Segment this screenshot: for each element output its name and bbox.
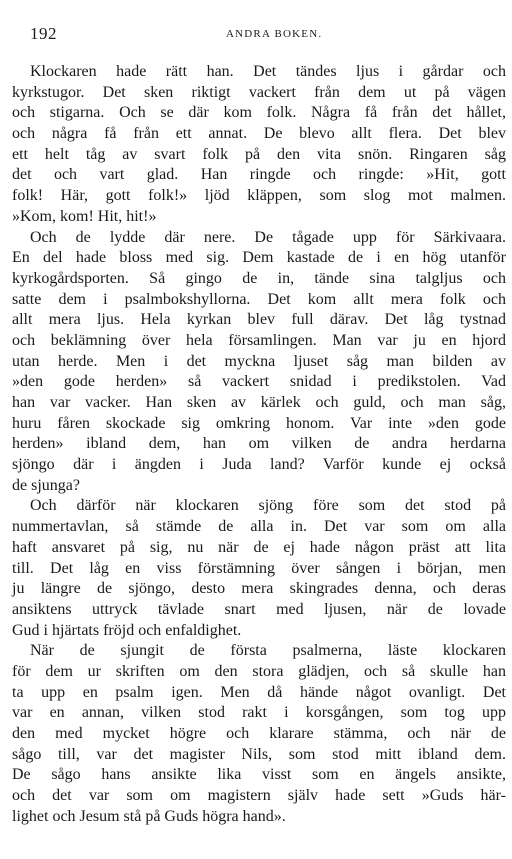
text-line: kyrkogårdsporten. Så gingo de in, tände sina talgljus och [12, 269, 506, 287]
text-line: var en annan, vilken stod rakt i korsgången, som tog upp [12, 704, 506, 722]
text-line: sågo till, var det magister Nils, som stod mitt ibland dem. [12, 745, 506, 763]
text-line: den med mycket högre och klarare stämma, och när de [12, 725, 506, 742]
text-line: Gud i hjärtats fröjd och enfaldighet. [12, 621, 242, 639]
text-line: satte dem i psalmbokshyllorna. Det kom allt mera folk och [12, 290, 506, 308]
running-head: ANDRA BOKEN. [226, 28, 323, 40]
text-line: »Kom, kom! Hit, hit!» [12, 207, 157, 225]
text-line: ju längre de sjöngo, desto mera skingrades denna, och deras [12, 580, 506, 598]
text-line: och beklämning över hela församlingen. Man var ju en hjord [12, 331, 506, 349]
text-line: och några få från ett annat. De blevo allt flera. Det blev [12, 125, 506, 143]
text-line: de sjunga? [12, 476, 80, 494]
text-line: ta upp en psalm igen. Men då hände något ovanligt. Det [12, 683, 506, 701]
text-line: kyrkstugor. Det sken riktigt vackert från dem ut på vägen [12, 83, 506, 101]
text-line: och det var som om magistern själv hade sett »Guds här- [12, 787, 506, 805]
text-line: ett helt tåg av svart folk på den vita snön. Ringaren såg [12, 145, 506, 163]
text-line: Klockaren hade rätt han. Det tändes ljus i gårdar och [30, 63, 506, 80]
text-line: huru fåren skockade sig omkring honom. Var inte »den gode [12, 414, 506, 432]
text-line: Och de lydde där nere. De tågade upp för Särkivaara. [30, 228, 506, 246]
page-number: 192 [30, 24, 57, 43]
text-line: ansiktens uttryck tävlade snart med ljusen, när de lovade [12, 600, 506, 618]
text-line: herden» ibland dem, han om vilken de andra herdarna [12, 435, 506, 453]
page-header [26, 24, 498, 44]
text-line: han var vacker. Han sken av kärlek och guld, och man såg, [12, 394, 506, 411]
text-line: De sågo hans ansikte lika visst som en ängels ansikte, [12, 766, 506, 784]
text-line: lighet och Jesum stå på Guds högra hand». [12, 807, 286, 825]
text-line: för dem ur skriften om den stora glädjen, och så skulle han [12, 662, 506, 680]
text-line: till. Det låg en viss förstämning över sången i början, men [12, 559, 506, 577]
text-line: Och därför när klockaren sjöng före som det stod på [30, 497, 506, 515]
text-line: nummertavlan, så stämde de alla in. Det var som om alla [12, 518, 506, 536]
text-line: folk! Här, gott folk!» ljöd kläppen, som slog mot malmen. [12, 187, 506, 205]
text-line: En del hade bloss med sig. Dem kastade de i en hög utanför [12, 249, 506, 267]
text-line: haft ansvaret på sig, nu när de ej hade någon präst att lita [12, 538, 506, 556]
text-line: och stigarna. Och se där kom folk. Några få från det hållet, [12, 104, 506, 122]
text-line: det och vart glad. Han ringde och ringde: »Hit, gott [12, 166, 506, 184]
text-line: »den gode herden» så vackert snidad i predikstolen. Vad [12, 373, 506, 391]
body-text [12, 62, 506, 827]
text-line: allt mera ljus. Hela kyrkan blev full därav. Det låg tystnad [12, 311, 506, 329]
text-line: sjöngo där i ängden i Juda land? Varför kunde ej också [12, 456, 506, 474]
text-line: utan herde. Men i det myckna ljuset såg man bilden av [12, 352, 506, 370]
text-line: När de sjungit de första psalmerna, läste klockaren [30, 642, 506, 660]
